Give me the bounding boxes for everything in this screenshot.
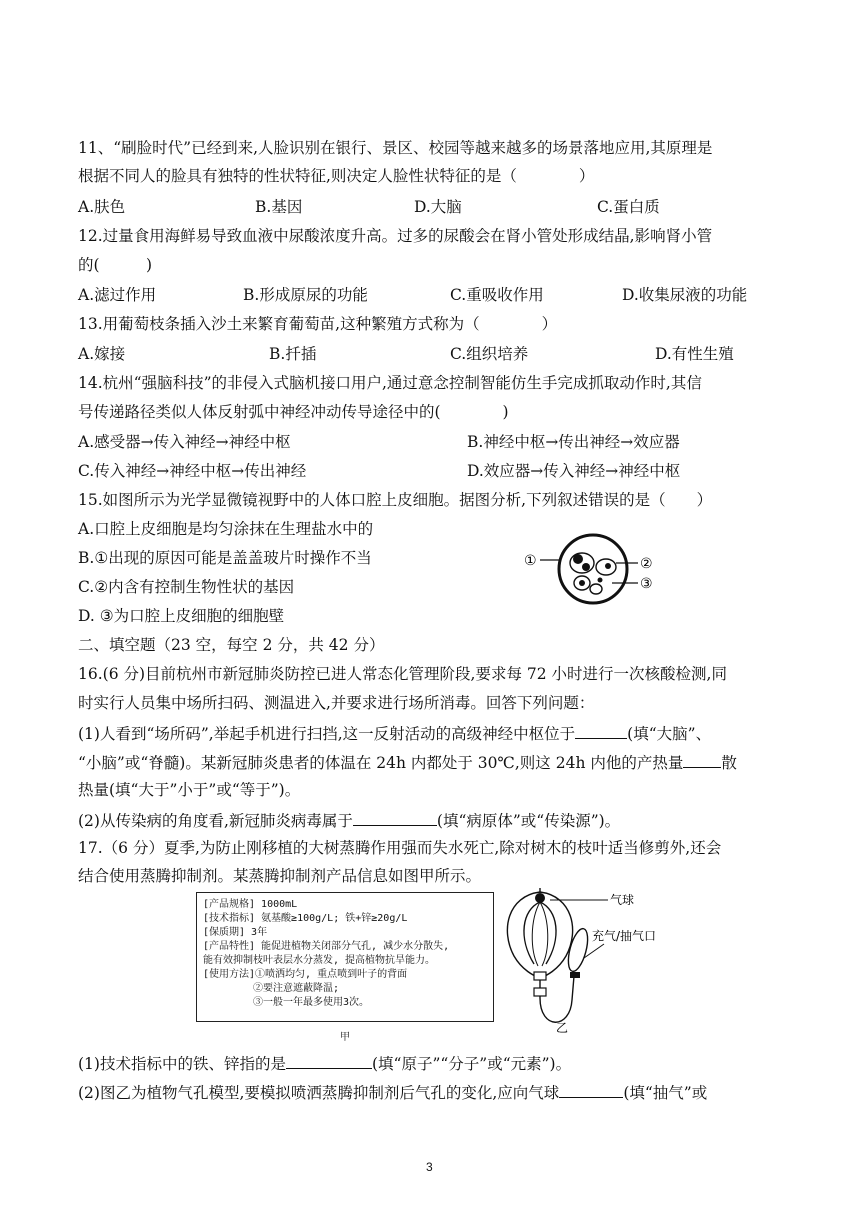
label-balloon: 气球 bbox=[610, 893, 635, 907]
q13-option-c: C.组织培养 bbox=[450, 345, 529, 363]
product-row-6: [使用方法]①喷洒均匀, 重点喷到叶子的背面 bbox=[203, 969, 408, 980]
q13-line1: 13.用葡萄枝条插入沙土来繁育葡萄苗,这种繁殖方式称为（ ） bbox=[78, 315, 558, 333]
q17-line2: 结合使用蒸腾抑制剂。某蒸腾抑制剂产品信息如图甲所示。 bbox=[78, 867, 482, 885]
product-row-1: [产品规格] 1000mL bbox=[203, 899, 298, 910]
q17-sub2-text-b: (填“抽气”或 bbox=[623, 1084, 708, 1102]
figure-label-1: ① bbox=[524, 553, 537, 569]
product-info-box bbox=[196, 892, 494, 1022]
q17-sub1-text-b: (填“原子”“分子”或“元素”)。 bbox=[371, 1055, 572, 1073]
q15-line1: 15.如图所示为光学显微镜视野中的人体口腔上皮细胞。据图分析,下列叙述错误的是（ ） bbox=[78, 491, 713, 509]
q16-sub1-text-d: 散 bbox=[721, 754, 737, 772]
product-row-5: 能有效抑制枝叶表层水分蒸发, 提高植物抗旱能力。 bbox=[203, 955, 436, 966]
q14-line1: 14.杭州“强脑科技”的非侵入式脑机接口用户,通过意念控制智能仿生手完成抓取动作时,其信 bbox=[78, 374, 702, 392]
q14-line2: 号传递路径类似人体反射弧中神经冲动传导途径中的( ) bbox=[78, 403, 509, 421]
q11-option-b: B.基因 bbox=[255, 198, 303, 216]
q16-blank-2[interactable] bbox=[683, 751, 721, 768]
q15-option-b: B.①出现的原因可能是盖盖玻片时操作不当 bbox=[78, 549, 372, 567]
q12-option-d: D.收集尿液的功能 bbox=[622, 286, 748, 304]
q12-line2: 的( ) bbox=[78, 256, 153, 274]
q11-option-d: D.大脑 bbox=[414, 198, 462, 216]
q14-option-b: B.神经中枢→传出神经→效应器 bbox=[467, 433, 680, 451]
q11-option-a: A.肤色 bbox=[78, 198, 126, 216]
page-number: 3 bbox=[426, 1160, 433, 1174]
q15-option-c: C.②内含有控制生物性状的基因 bbox=[78, 578, 295, 596]
product-row-8: ③一般一年最多使用3次。 bbox=[203, 997, 370, 1008]
q17-sub2-line bbox=[78, 1081, 707, 1103]
q15-option-d: D. ③为口腔上皮细胞的细胞壁 bbox=[78, 607, 285, 625]
caption-jia: 甲 bbox=[340, 1032, 350, 1043]
q17-sub2-text-a: (2)图乙为植物气孔模型,要模拟喷洒蒸腾抑制剂后气孔的变化,应向气球 bbox=[78, 1084, 560, 1102]
microscope-view-figure bbox=[520, 533, 660, 607]
q14-option-c: C.传入神经→神经中枢→传出神经 bbox=[78, 462, 307, 480]
q16-line2: 时实行人员集中场所扫码、测温进入,并要求进行场所消毒。回答下列问题： bbox=[78, 694, 595, 712]
section-2-title: 二、填空题（23 空，每空 2 分，共 42 分） bbox=[78, 636, 385, 654]
figure-label-2: ② bbox=[640, 556, 653, 572]
q16-blank-1[interactable] bbox=[575, 722, 627, 739]
q14-option-a: A.感受器→传入神经→神经中枢 bbox=[78, 433, 291, 451]
q16-blank-3[interactable] bbox=[353, 809, 437, 826]
q16-sub1-line1 bbox=[78, 722, 711, 744]
q17-sub1-text-a: (1)技术指标中的铁、锌指的是 bbox=[78, 1055, 286, 1073]
q16-sub2-text-a: (2)从传染病的角度看,新冠肺炎病毒属于 bbox=[78, 812, 353, 830]
q13-option-a: A.嫁接 bbox=[78, 345, 126, 363]
q16-sub1-text-b: (填“大脑”、 bbox=[627, 725, 712, 743]
q11-option-c: C.蛋白质 bbox=[597, 198, 660, 216]
q11-line1: 11、“刷脸时代”已经到来,人脸识别在银行、景区、校园等越来越多的场景落地应用,其原理是 bbox=[78, 139, 713, 157]
product-row-3: [保质期] 3年 bbox=[203, 927, 268, 938]
product-row-7: ②要注意遮蔽降温; bbox=[203, 983, 340, 994]
q17-sub1-line bbox=[78, 1052, 571, 1074]
q15-option-a: A.口腔上皮细胞是均匀涂抹在生理盐水中的 bbox=[78, 520, 374, 538]
product-row-2: [技术指标] 氨基酸≥100g/L; 铁+锌≥20g/L bbox=[203, 913, 408, 924]
q17-blank-2[interactable] bbox=[559, 1081, 623, 1098]
q12-option-b: B.形成原尿的功能 bbox=[243, 286, 368, 304]
q13-option-d: D.有性生殖 bbox=[655, 345, 734, 363]
q16-sub1-text-c: “小脑”或“脊髓)。某新冠肺炎患者的体温在 24h 内都处于 30℃,则这 24h 内他的产热量 bbox=[78, 754, 684, 772]
product-row-4: [产品特性] 能促进植物关闭部分气孔, 减少水分散失, bbox=[203, 941, 450, 952]
q12-option-c: C.重吸收作用 bbox=[450, 286, 544, 304]
q11-line2: 根据不同人的脸具有独特的性状特征,则决定人脸性状特征的是（ ） bbox=[78, 167, 595, 185]
q12-option-a: A.滤过作用 bbox=[78, 286, 157, 304]
q16-line1: 16.(6 分)目前杭州市新冠肺炎防控已进人常态化管理阶段,要求每 72 小时进行一次核酸检测,同 bbox=[78, 665, 727, 683]
figure-label-3: ③ bbox=[640, 576, 653, 592]
q13-option-b: B.扦插 bbox=[269, 345, 317, 363]
q16-sub2-text-b: (填“病原体”或“传染源”)。 bbox=[436, 812, 621, 830]
stomata-model-figure bbox=[500, 880, 730, 1040]
q16-sub1-text-a: (1)人看到“场所码”,举起手机进行扫挡,这一反射活动的高级神经中枢位于 bbox=[78, 725, 576, 743]
q14-option-d: D.效应器→传入神经→神经中枢 bbox=[467, 462, 681, 480]
q16-sub2-line bbox=[78, 809, 620, 831]
label-pump: 充气/抽气口 bbox=[592, 929, 657, 943]
q12-line1: 12.过量食用海鲜易导致血液中尿酸浓度升高。过多的尿酸会在肾小管处形成结晶,影响肾小管 bbox=[78, 227, 713, 245]
q17-line1: 17.（6 分）夏季,为防止刚移植的大树蒸腾作用强而失水死亡,除对树木的枝叶适当修剪外,还会 bbox=[78, 839, 722, 857]
q16-sub1-line2 bbox=[78, 751, 737, 773]
q16-sub1-line3: 热量(填“大于”小于”或“等于”)。 bbox=[78, 781, 301, 799]
caption-yi: 乙 bbox=[556, 1021, 569, 1035]
q17-blank-1[interactable] bbox=[286, 1052, 372, 1069]
